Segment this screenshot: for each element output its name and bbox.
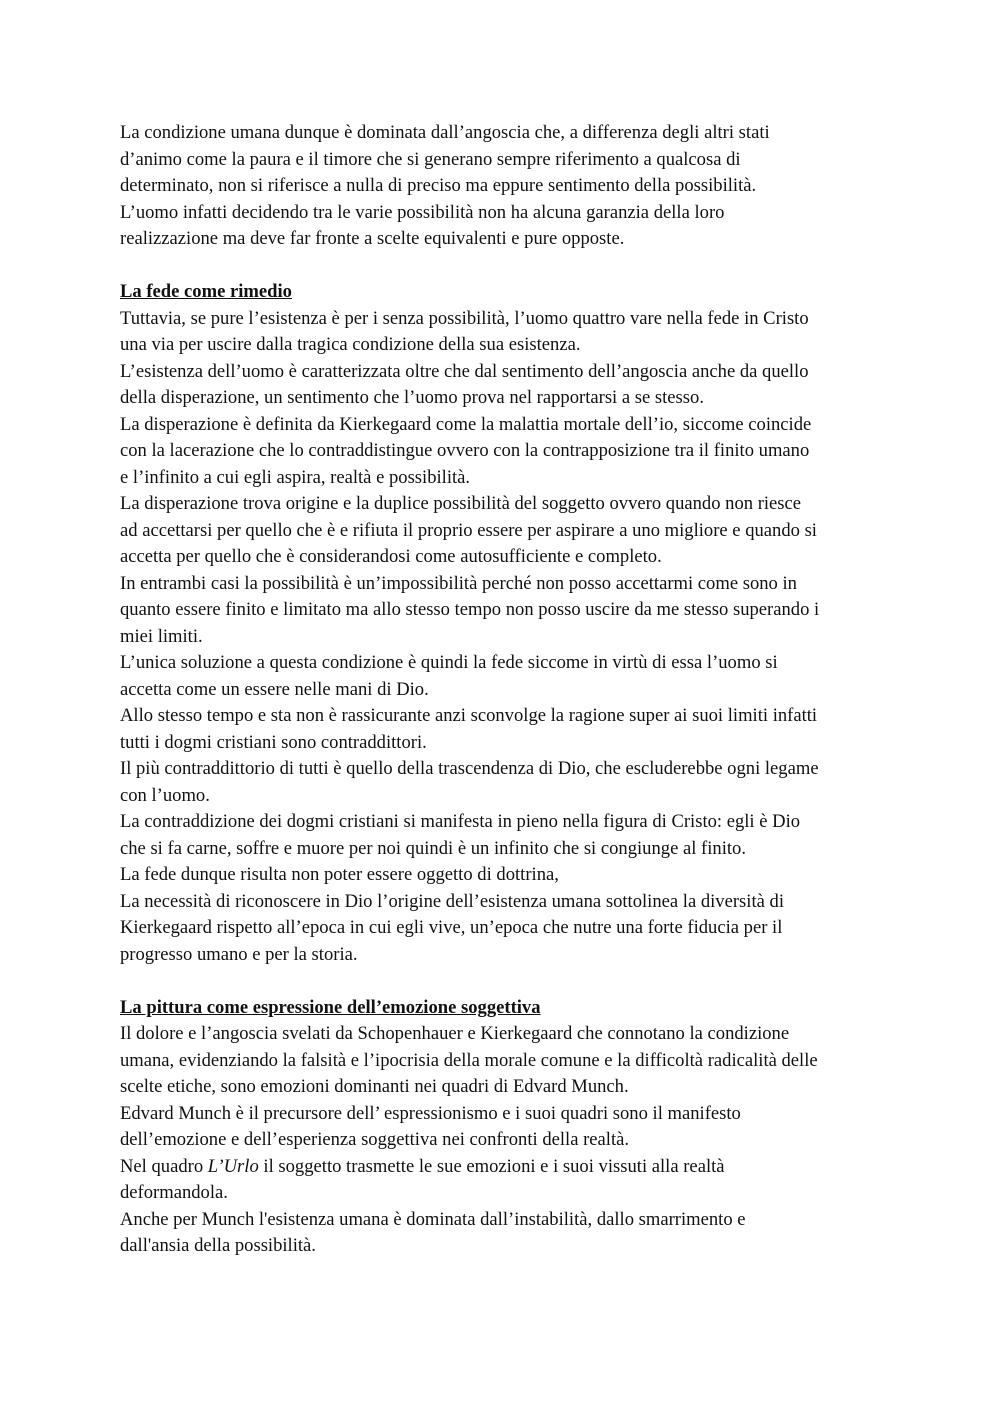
urlo-prefix: Nel quadro [120, 1155, 208, 1177]
text-line: Allo stesso tempo e sta non è rassicurante anzi sconvolge la ragione super ai suoi limiti infatti [120, 705, 818, 726]
text-line: con l’uomo. [120, 784, 210, 806]
text-line: Kierkegaard rispetto all’epoca in cui egli vive, un’epoca che nutre una forte fiducia per il [120, 917, 783, 938]
text-line: La disperazione trova origine e la duplice possibilità del soggetto ovvero quando non riesce [120, 493, 802, 514]
text-line: deformandola. [120, 1182, 228, 1203]
text-line: quanto essere finito e limitato ma allo stesso tempo non posso uscire da me stesso superando i [120, 599, 820, 620]
text-line: La disperazione è definita da Kierkegaard come la malattia mortale dell’io, siccome coincide [120, 413, 812, 435]
text-line: progresso umano e per la storia. [120, 943, 358, 965]
text-line: La fede dunque risulta non poter essere oggetto di dottrina, [120, 864, 559, 885]
text-line: tutti i dogmi cristiani sono contraddittori. [120, 731, 427, 753]
urlo-line [120, 1154, 890, 1181]
text-line: con la lacerazione che lo contraddistingue ovvero con la contrapposizione tra il finito umano [120, 440, 810, 461]
text-line: d’animo come la paura e il timore che si generano sempre riferimento a qualcosa di [120, 148, 741, 170]
text-line: umana, evidenziando la falsità e l’ipocrisia della morale comune e la difficoltà radicalità delle [120, 1049, 818, 1071]
text-line: L’esistenza dell’uomo è caratterizzata oltre che dal sentimento dell’angoscia anche da quello [120, 360, 809, 382]
text-line: ad accettarsi per quello che è e rifiuta il proprio essere per aspirare a uno migliore e quando si [120, 519, 817, 541]
document-page [120, 120, 890, 1260]
section-heading-pittura: La pittura come espressione dell’emozione soggettiva [120, 996, 541, 1018]
text-line: una via per uscire dalla tragica condizione della sua esistenza. [120, 334, 581, 355]
paragraph-gap [120, 253, 890, 280]
text-line: miei limiti. [120, 625, 203, 647]
text-line: dall'ansia della possibilità. [120, 1235, 316, 1256]
text-line: scelte etiche, sono emozioni dominanti nei quadri di Edvard Munch. [120, 1076, 629, 1097]
text-line: Il dolore e l’angoscia svelati da Schopenhauer e Kierkegaard che connotano la condizione [120, 1023, 790, 1044]
text-line: Tuttavia, se pure l’esistenza è per i senza possibilità, l’uomo quattro vare nella fede in Cristo [120, 307, 809, 329]
paragraph-gap [120, 968, 890, 995]
text-line: L’unica soluzione a questa condizione è quindi la fede siccome in virtù di essa l’uomo si [120, 652, 778, 673]
text-line: realizzazione ma deve far fronte a scelte equivalenti e pure opposte. [120, 228, 625, 249]
text-line: La necessità di riconoscere in Dio l’origine dell’esistenza umana sottolinea la diversità di [120, 890, 784, 912]
text-line: La contraddizione dei dogmi cristiani si manifesta in pieno nella figura di Cristo: egli è Dio [120, 811, 801, 832]
text-line: Edvard Munch è il precursore dell’ espressionismo e i suoi quadri sono il manifesto [120, 1102, 741, 1124]
section-fede [120, 279, 890, 968]
text-line: dell’emozione e dell’esperienza soggettiva nei confronti della realtà. [120, 1129, 630, 1150]
text-line: determinato, non si riferisce a nulla di preciso ma eppure sentimento della possibilità. [120, 175, 757, 196]
artwork-title: L’Urlo [207, 1155, 259, 1177]
paragraph-angoscia [120, 120, 890, 253]
text-line: della disperazione, un sentimento che l’uomo prova nel rapportarsi a se stesso. [120, 387, 704, 408]
text-line: L’uomo infatti decidendo tra le varie possibilità non ha alcuna garanzia della loro [120, 201, 725, 223]
section-heading-fede: La fede come rimedio [120, 281, 292, 302]
text-line: Il più contraddittorio di tutti è quello della trascendenza di Dio, che escluderebbe ogni legame [120, 758, 819, 779]
text-line: In entrambi casi la possibilità è un’impossibilità perché non posso accettarmi come sono in [120, 572, 797, 594]
urlo-suffix: il soggetto trasmette le sue emozioni e i suoi vissuti alla realtà [258, 1155, 725, 1177]
text-line: accetta per quello che è considerandosi come autosufficiente e completo. [120, 546, 662, 567]
text-line: Anche per Munch l'esistenza umana è dominata dall’instabilità, dallo smarrimento e [120, 1208, 746, 1230]
text-line: La condizione umana dunque è dominata dall’angoscia che, a differenza degli altri stati [120, 122, 770, 143]
text-line: e l’infinito a cui egli aspira, realtà e possibilità. [120, 466, 471, 488]
section-pittura [120, 995, 890, 1260]
text-line: che si fa carne, soffre e muore per noi quindi è un infinito che si congiunge al finito. [120, 837, 746, 859]
text-line: accetta come un essere nelle mani di Dio. [120, 678, 429, 700]
